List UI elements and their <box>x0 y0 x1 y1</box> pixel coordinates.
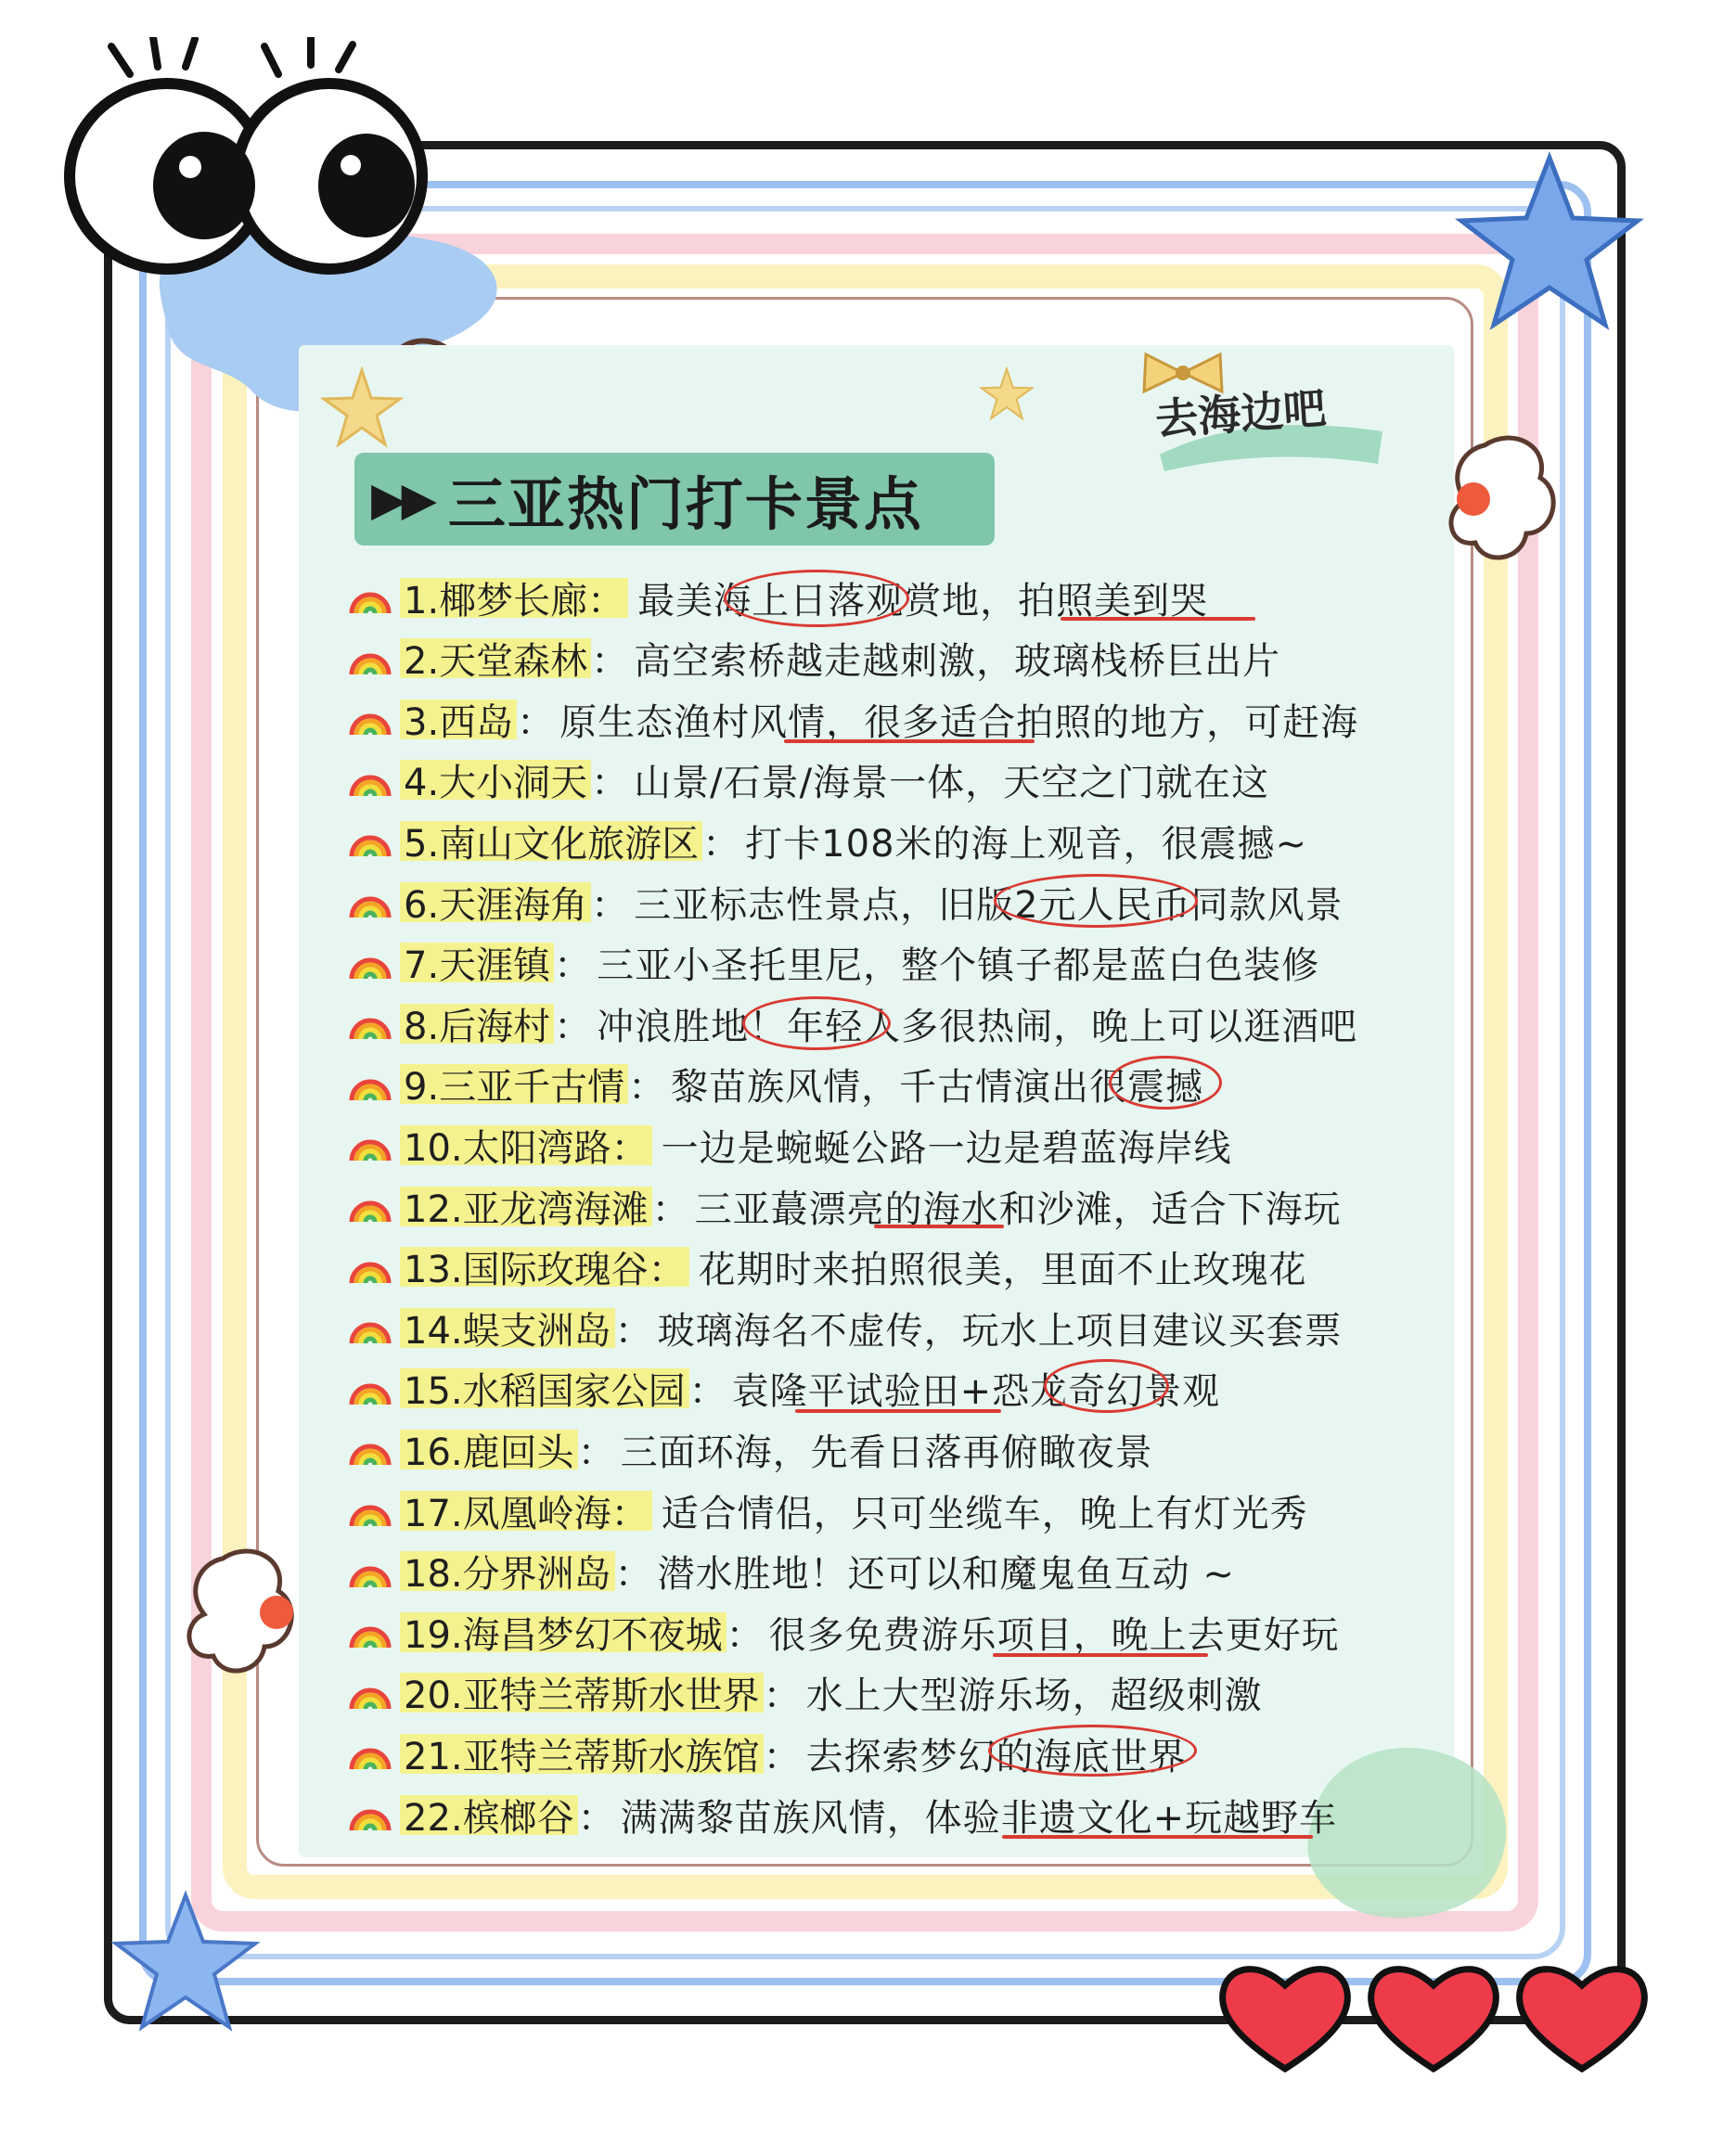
attraction-name: 3.西岛 <box>400 693 517 746</box>
red-underline-annotation <box>874 1225 1004 1228</box>
attraction-name: 19.海昌梦幻不夜城 <box>400 1606 726 1659</box>
rainbow-icon <box>348 1190 392 1222</box>
rainbow-icon <box>348 1007 392 1039</box>
star-icon <box>107 1888 264 2036</box>
attraction-name: 13.国际玫瑰谷： <box>400 1240 689 1293</box>
attraction-description: 打卡108米的海上观音，很震撼~ <box>745 822 1308 866</box>
red-underline-annotation <box>795 1409 1001 1413</box>
red-circle-annotation <box>988 1725 1197 1777</box>
attraction-description: 潜水胜地！还可以和魔鬼鱼互动 ~ <box>657 1553 1235 1597</box>
attraction-name: 4.大小洞天 <box>400 753 591 806</box>
rainbow-icon <box>348 1556 392 1587</box>
attraction-description: 三亚蕞漂亮的海水和沙滩，适合下海玩 <box>694 1187 1342 1231</box>
attraction-name: 18.分界洲岛 <box>400 1545 615 1598</box>
list-item <box>348 1663 1263 1723</box>
red-circle-annotation <box>724 570 909 627</box>
separator: ： <box>554 1005 592 1048</box>
separator: ： <box>726 1613 764 1657</box>
separator: ： <box>577 1796 615 1840</box>
list-item <box>348 751 1269 810</box>
red-circle-annotation <box>742 996 891 1050</box>
attraction-description: 冲浪胜地！年轻人多很热闹，晚上可以逛酒吧 <box>597 1005 1358 1048</box>
play-arrows-icon: ▶▶ <box>371 472 431 526</box>
attraction-name: 16.鹿回头 <box>400 1423 578 1476</box>
star-icon <box>1447 148 1652 334</box>
attraction-name: 6.天涯海角 <box>400 876 591 929</box>
attraction-description: 三面环海，先看日落再俯瞰夜景 <box>620 1431 1153 1474</box>
separator: ： <box>651 1187 689 1231</box>
list-item <box>348 1542 1235 1601</box>
separator: ： <box>763 1735 801 1778</box>
title-text: 三亚热门打卡景点 <box>447 469 923 538</box>
attraction-description: 适合情侣，只可坐缆车，晚上有灯光秀 <box>661 1492 1308 1535</box>
separator: ： <box>591 762 629 805</box>
attraction-name: 22.槟榔谷 <box>400 1789 578 1842</box>
attraction-description: 三亚小圣托里尼，整个镇子都是蓝白色装修 <box>597 944 1320 988</box>
cloud-flower-decoration <box>186 1540 306 1688</box>
rainbow-icon <box>348 947 392 979</box>
list-item <box>348 1176 1342 1236</box>
cloud-flower-decoration <box>1447 427 1559 575</box>
rainbow-icon <box>348 1129 392 1161</box>
attraction-name: 8.后海村 <box>400 997 554 1050</box>
list-item <box>348 933 1319 993</box>
list-item <box>348 1298 1343 1357</box>
separator: ： <box>554 944 592 988</box>
page-title <box>354 453 995 545</box>
list-item <box>348 1115 1232 1174</box>
attraction-name: 14.蜈支洲岛 <box>400 1302 615 1354</box>
separator: ： <box>591 883 629 927</box>
red-circle-annotation <box>994 874 1198 928</box>
attraction-description: 玻璃海名不虚传，玩水上项目建议买套票 <box>657 1309 1343 1353</box>
rainbow-icon <box>348 825 392 856</box>
attraction-name: 12.亚龙湾海滩 <box>400 1180 652 1233</box>
beach-tag: 去海边吧 <box>1153 382 1328 445</box>
separator: ： <box>517 700 555 744</box>
star-icon <box>320 366 404 450</box>
separator: ： <box>702 822 740 866</box>
rainbow-icon <box>348 764 392 796</box>
separator: ： <box>614 1309 652 1353</box>
red-circle-annotation <box>1109 1056 1222 1110</box>
attraction-description: 山景/石景/海景一体，天空之门就在这 <box>634 762 1270 805</box>
list-item <box>348 1238 1307 1297</box>
rainbow-icon <box>348 886 392 918</box>
red-underline-annotation <box>784 739 1035 743</box>
list-item <box>348 811 1307 870</box>
attraction-description: 袁隆平试验田+恐龙奇幻景观 <box>731 1370 1221 1414</box>
star-icon <box>979 366 1035 422</box>
rainbow-icon <box>348 1251 392 1283</box>
separator: ： <box>591 640 629 684</box>
attraction-description: 三亚标志性景点，旧版2元人民币同款风景 <box>634 883 1344 927</box>
separator: ： <box>628 1066 666 1110</box>
attraction-description: 一边是蜿蜒公路一边是碧蓝海岸线 <box>661 1126 1232 1170</box>
attraction-name: 1.椰梦长廊： <box>400 571 628 624</box>
heart-icon <box>1364 1957 1503 2078</box>
attraction-description: 黎苗族风情，千古情演出很震撼 <box>671 1066 1204 1110</box>
separator: ： <box>763 1675 801 1718</box>
attraction-name: 7.天涯镇 <box>400 936 554 989</box>
attraction-description: 原生态渔村风情，很多适合拍照的地方，可赶海 <box>559 700 1359 744</box>
googly-eyes-icon <box>56 37 445 278</box>
rainbow-icon <box>348 643 392 674</box>
attraction-name: 10.太阳湾路： <box>400 1119 652 1172</box>
rainbow-icon <box>348 1069 392 1100</box>
attraction-name: 5.南山文化旅游区 <box>400 815 702 867</box>
rainbow-icon <box>348 1495 392 1526</box>
rainbow-icon <box>348 1799 392 1830</box>
rainbow-icon <box>348 1312 392 1343</box>
attraction-name: 17.凤凰岭海： <box>400 1484 652 1537</box>
attraction-name: 9.三亚千古情 <box>400 1058 628 1110</box>
attraction-description: 水上大型游乐场，超级刺激 <box>805 1675 1263 1718</box>
separator: ： <box>614 1553 652 1597</box>
rainbow-icon <box>348 582 392 613</box>
heart-icon <box>1512 1957 1652 2078</box>
rainbow-icon <box>348 1433 392 1465</box>
attraction-description: 满满黎苗族风情，体验非遗文化+玩越野车 <box>620 1796 1338 1840</box>
attraction-description: 花期时来拍照很美，里面不止玫瑰花 <box>698 1249 1307 1292</box>
list-item <box>348 1481 1308 1540</box>
separator: ： <box>577 1431 615 1474</box>
red-underline-annotation <box>1002 1835 1313 1839</box>
rainbow-icon <box>348 1677 392 1709</box>
heart-icon <box>1215 1957 1355 2078</box>
red-underline-annotation <box>993 1653 1208 1657</box>
separator: ： <box>688 1370 726 1414</box>
attraction-description: 最美海上日落观赏地，拍照美到哭 <box>637 579 1209 622</box>
rainbow-icon <box>348 1738 392 1769</box>
attraction-description: 去探索梦幻的海底世界 <box>805 1735 1187 1778</box>
attraction-name: 15.水稻国家公园 <box>400 1362 689 1415</box>
rainbow-icon <box>348 1373 392 1405</box>
attraction-name: 2.天堂森林 <box>400 632 591 685</box>
attraction-name: 20.亚特兰蒂斯水世界 <box>400 1666 764 1719</box>
attraction-description: 高空索桥越走越刺激，玻璃栈桥巨出片 <box>634 640 1281 684</box>
list-item <box>348 1055 1203 1114</box>
list-item <box>348 1419 1153 1479</box>
attraction-description: 很多免费游乐项目，晚上去更好玩 <box>768 1613 1340 1657</box>
red-circle-annotation <box>1044 1359 1169 1413</box>
rainbow-icon <box>348 703 392 735</box>
list-item <box>348 629 1280 688</box>
attraction-name: 21.亚特兰蒂斯水族馆 <box>400 1727 764 1780</box>
red-underline-annotation <box>1061 617 1255 621</box>
rainbow-icon <box>348 1616 392 1648</box>
